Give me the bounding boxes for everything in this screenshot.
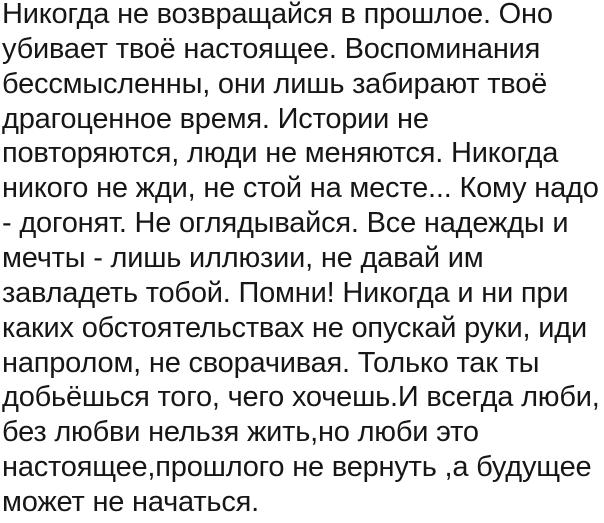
quote-line: драгоценное время. Истории не bbox=[2, 102, 429, 135]
quote-line: - догонят. Не оглядывайся. Все надежды и bbox=[2, 207, 569, 240]
quote-line: настоящее,прошлого не вернуть ,а будущее bbox=[2, 451, 592, 484]
quote-line: убивает твоё настоящее. Воспоминания bbox=[2, 32, 541, 65]
quote-line: повторяются, люди не меняются. Никогда bbox=[2, 137, 559, 170]
quote-text bbox=[2, 0, 604, 520]
quote-line: бессмысленны, они лишь забирают твоё bbox=[2, 67, 548, 100]
quote-line: может не начаться. bbox=[2, 486, 260, 519]
quote-line: без любви нельзя жить,но люби это bbox=[2, 416, 479, 449]
quote-line: добьёшься того, чего хочешь.И всегда люби, bbox=[2, 381, 600, 414]
quote-line: напролом, не сворачивая. Только так ты bbox=[2, 346, 540, 379]
quote-line: каких обстоятельствах не опускай руки, иди bbox=[2, 311, 587, 344]
quote-line: завладеть тобой. Помни! Никогда и ни при bbox=[2, 276, 569, 309]
quote-line: Никогда не возвращайся в прошлое. Оно bbox=[2, 0, 553, 30]
quote-line: никого не жди, не стой на месте... Кому надо bbox=[2, 172, 599, 205]
quote-line: мечты - лишь иллюзии, не давай им bbox=[2, 242, 484, 275]
